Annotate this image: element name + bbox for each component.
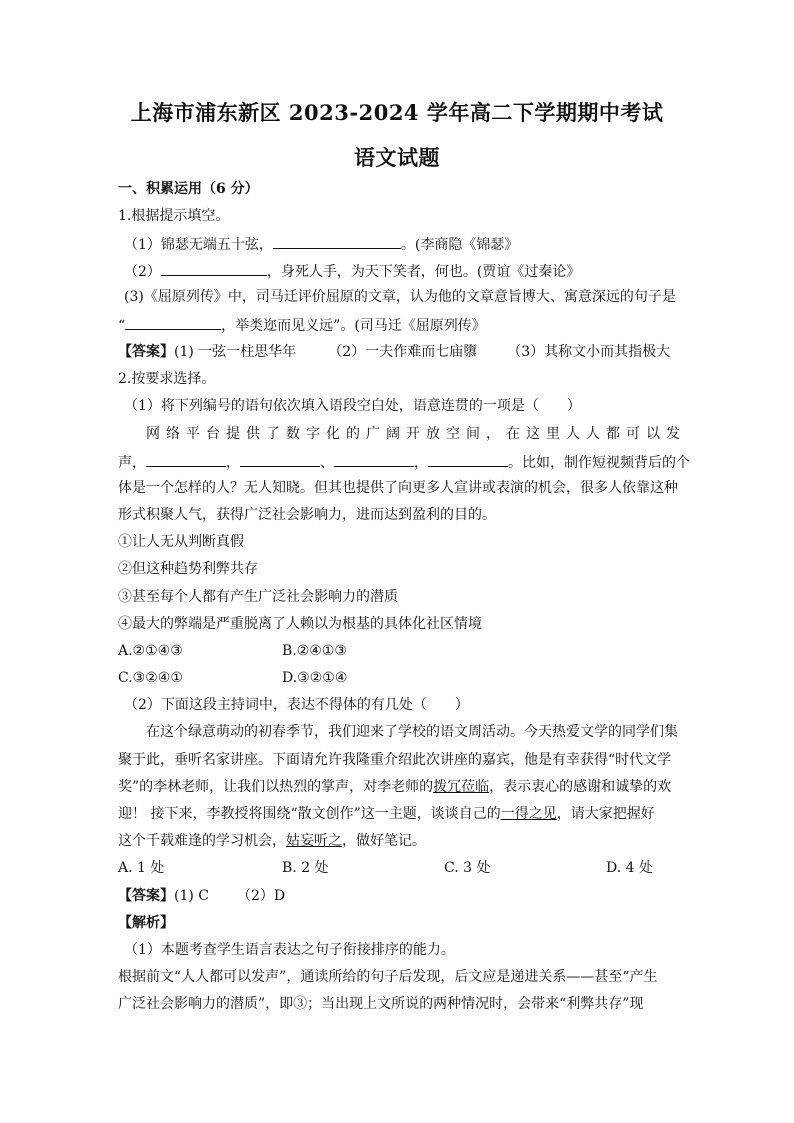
q1-item1-text-a: （1）锦瑟无端五十弦， <box>124 237 273 253</box>
underlined-phrase: 一得之见 <box>500 806 557 822</box>
underlined-phrase: 拨冗莅临 <box>433 779 490 795</box>
q1-item1-text-b: 。(李商隐《锦瑟》 <box>400 237 519 253</box>
answer-blank[interactable] <box>273 234 401 249</box>
q1-item3-text-b: ，举类迩而见义远”。(司马迁《屈原列传》 <box>221 318 486 334</box>
q2-passage1-line4: 形式积聚人气，获得广泛社会影响力，进而达到盈利的目的。 <box>118 507 496 523</box>
option-c[interactable]: C. 3 处 <box>444 860 491 876</box>
q1-answer <box>118 343 670 361</box>
option-b[interactable]: B.②④①③ <box>282 643 347 659</box>
analysis-line-3: 广泛社会影响力的潜质”，即③；当出现上文所说的两种情况时，会带来“利弊共存”现 <box>118 996 644 1012</box>
choice-1: ①让人无从判断真假 <box>118 534 244 550</box>
passage-text: 。比如，制作短视频背后的个 <box>508 455 690 471</box>
option-b[interactable]: B. 2 处 <box>282 860 329 876</box>
option-c[interactable]: C.③②④① <box>118 670 183 686</box>
q1-item2 <box>124 261 580 281</box>
answer-blank[interactable] <box>125 315 221 330</box>
passage-text: ，请大家把握好 <box>556 806 655 822</box>
q2-passage2-line5 <box>118 832 426 850</box>
option-d[interactable]: D.③②①④ <box>282 670 348 686</box>
option-a[interactable]: A.②①④③ <box>118 643 183 659</box>
passage-text: ，做好笔记。 <box>342 833 426 849</box>
answer-label: 【答案】 <box>118 344 174 360</box>
passage-text: 这个千载难逢的学习机会， <box>118 833 286 849</box>
q2-passage1-line2 <box>118 452 690 472</box>
q2-answer <box>118 887 285 905</box>
q1-answer-2: （2）一夫作难而七庙隳 <box>328 344 478 360</box>
passage-text: 、 <box>320 455 334 471</box>
q2-passage2-line4 <box>118 805 655 823</box>
underlined-phrase: 姑妄听之 <box>286 833 342 849</box>
q2-answer-2: （2）D <box>237 888 286 904</box>
q2-answer-1: (1) C <box>174 888 209 904</box>
q1-item2-text-b: ，身死人手，为天下笑者，何也。(贾谊《过秦论》 <box>266 264 581 280</box>
passage-blank-3[interactable] <box>334 452 414 467</box>
q2-sub2-stem: （2）下面这段主持词中，表达不得体的有几处（ ） <box>124 697 469 713</box>
analysis-line-1: （1）本题考查学生语言表达之句子衔接排序的能力。 <box>124 942 455 958</box>
section-heading: 一、积累运用（6 分） <box>118 181 259 197</box>
q1-item3-text-a: “ <box>118 318 126 334</box>
q1-item3-line1: (3)《屈原列传》中，司马迁评价屈原的文章，认为他的文章意旨博大、寓意深远的句子是 <box>124 289 676 305</box>
document-title: 上海市浦东新区 2023-2024 学年高二下学期期中考试 <box>130 100 664 125</box>
q2-sub1-stem: （1）将下列编号的语句依次填入语段空白处，语意连贯的一项是（ ） <box>124 398 581 414</box>
q1-answer-3: （3）其称文小而其指极大 <box>507 344 671 360</box>
answer-blank[interactable] <box>161 261 267 276</box>
option-d[interactable]: D. 4 处 <box>606 860 653 876</box>
q2-passage2-line3 <box>118 778 671 796</box>
q2-passage2-line2: 聚于此，垂听名家讲座。下面请允许我隆重介绍此次讲座的嘉宾，他是有幸获得“时代文学 <box>118 752 672 768</box>
passage-text: ， <box>226 455 240 471</box>
q2-stem: 2.按要求选择。 <box>118 371 216 387</box>
q1-answer-1: (1) 一弦一柱思华年 <box>174 344 297 360</box>
choice-2: ②但这种趋势利弊共存 <box>118 561 258 577</box>
document-subtitle: 语文试题 <box>354 145 440 170</box>
q1-item1 <box>124 234 518 254</box>
analysis-line-2: 根据前文“人人都可以发声”，通读所给的句子后发现，后文应是递进关系——甚至“产生 <box>118 969 658 985</box>
q1-item3-line2 <box>118 315 486 335</box>
analysis-label: 【解析】 <box>118 915 174 931</box>
q1-item2-text-a: （2） <box>124 264 161 280</box>
q2-passage1-line1: 网络平台提供了数字化的广阔开放空间，在这里人人都可以发 <box>146 426 680 442</box>
passage-text: ， <box>414 455 428 471</box>
choice-4: ④最大的弊端是严重脱离了人赖以为根基的具体化社区情境 <box>118 616 482 632</box>
q1-stem: 1.根据提示填空。 <box>118 208 230 224</box>
passage-text: 声， <box>118 455 146 471</box>
answer-label: 【答案】 <box>118 888 174 904</box>
passage-blank-4[interactable] <box>428 452 508 467</box>
choice-3: ③甚至每个人都有产生广泛社会影响力的潜质 <box>118 589 398 605</box>
passage-text: ，表示衷心的感谢和诚挚的欢 <box>489 779 672 795</box>
q2-passage2-line1: 在这个绿意萌动的初春季节，我们迎来了学校的语文周活动。今天热爱文学的同学们集 <box>146 724 678 740</box>
passage-blank-2[interactable] <box>240 452 320 467</box>
passage-blank-1[interactable] <box>146 452 226 467</box>
option-a[interactable]: A. 1 处 <box>118 860 165 876</box>
q2-passage1-line3: 体是一个怎样的人？无人知晓。但其也提供了向更多人宣讲或表演的机会，很多人依靠这种 <box>118 480 678 496</box>
passage-text: 奖”的李林老师，让我们以热烈的掌声，对李老师的 <box>118 779 434 795</box>
passage-text: 迎！ 接下来，李教授将围绕“散文创作”这一主题，谈谈自己的 <box>118 806 501 822</box>
